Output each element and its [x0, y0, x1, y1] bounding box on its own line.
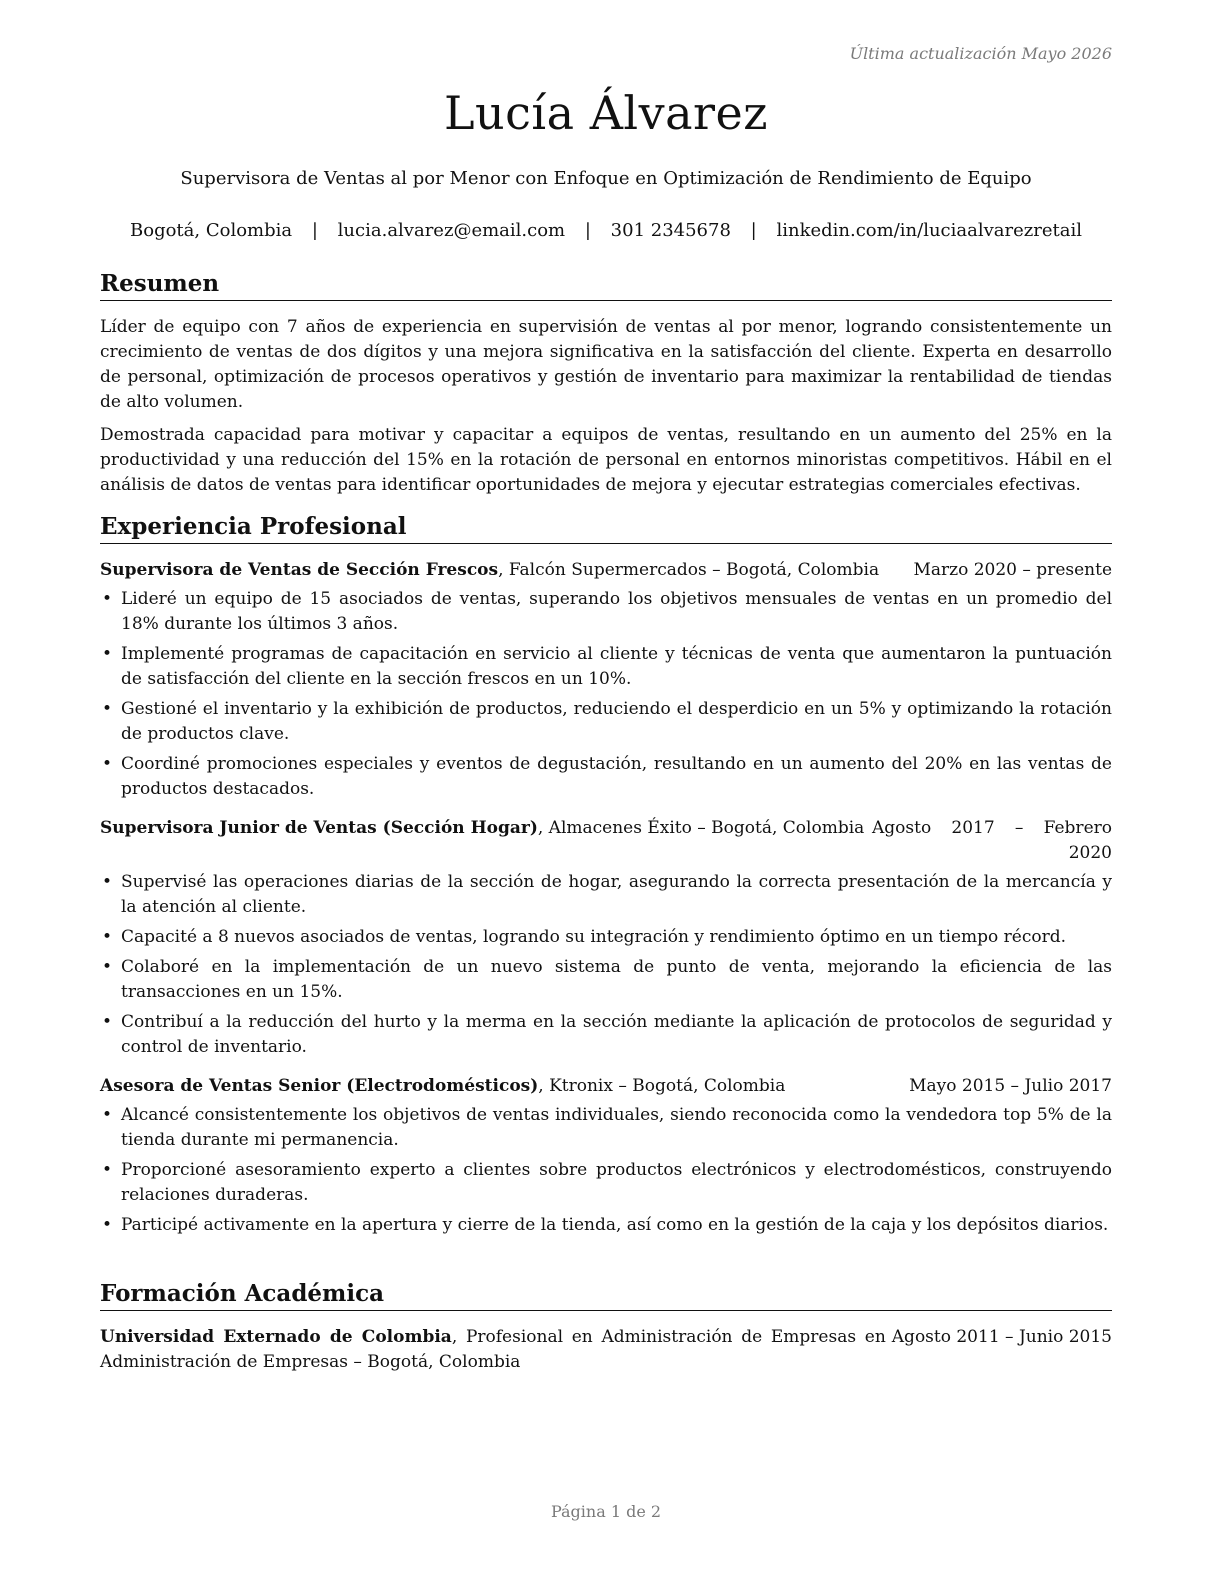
job-bullets [100, 1103, 1112, 1238]
job-company: , Almacenes Éxito – Bogotá, Colombia [537, 817, 865, 838]
contact-phone: 301 2345678 [610, 220, 731, 241]
contact-linkedin[interactable]: linkedin.com/in/luciaalvarezretail [776, 220, 1082, 241]
contact-line [100, 220, 1112, 241]
job-title-line [100, 558, 879, 583]
job-bullets [100, 870, 1112, 1060]
contact-email[interactable]: lucia.alvarez@email.com [337, 220, 566, 241]
bullet-item [100, 587, 1112, 637]
bullet-text: Proporcioné asesoramiento experto a clientes sobre productos electrónicos y electrodomésticos, construyendo relaciones duraderas. [121, 1159, 1112, 1205]
bullet-item [100, 752, 1112, 802]
job-title-line [100, 1074, 785, 1099]
bullet-text: Colaboré en la implementación de un nuevo sistema de punto de venta, mejorando la eficiencia de las transacciones en un 15%. [121, 956, 1112, 1002]
bullet-text: Implementé programas de capacitación en servicio al cliente y técnicas de venta que aumentaron la puntuación de satisfacción del cliente en la sección frescos en un 10%. [121, 643, 1112, 689]
job-company: , Ktronix – Bogotá, Colombia [538, 1075, 786, 1096]
contact-separator: | [584, 220, 591, 241]
bullet-text: Alcancé consistentemente los objetivos de ventas individuales, siendo reconocida como la vendedora top 5% de la tienda durante mi permanencia. [121, 1104, 1112, 1150]
bullet-text: Gestioné el inventario y la exhibición de productos, reduciendo el desperdicio en un 5% y optimizando la rotación de productos clave. [121, 698, 1112, 744]
bullet-text: Coordiné promociones especiales y eventos de degustación, resultando en un aumento del 20% en las ventas de productos destacados. [121, 753, 1112, 799]
experience-section [100, 513, 1112, 1252]
bullet-item [100, 955, 1112, 1005]
job-dates: Mayo 2015 – Julio 2017 [909, 1075, 1112, 1096]
education-entry [100, 1325, 1112, 1375]
bullet-icon: • [102, 926, 113, 947]
job-dates: Agosto 2017 – Febrero 2020 [872, 817, 1112, 863]
bullet-item [100, 697, 1112, 747]
job-entry [100, 816, 1112, 1060]
education-dates: Agosto 2011 – Junio 2015 [891, 1326, 1112, 1347]
bullet-text: Participé activamente en la apertura y cierre de la tienda, así como en la gestión de la caja y los depósitos diarios. [121, 1214, 1109, 1235]
job-role: Supervisora Junior de Ventas (Sección Hogar) [100, 817, 538, 838]
bullet-icon: • [102, 871, 113, 892]
education-section [100, 1280, 1112, 1375]
job-header [100, 1074, 1112, 1099]
job-title-line [100, 816, 864, 866]
bullet-item [100, 1010, 1112, 1060]
bullet-item [100, 925, 1112, 950]
bullet-icon: • [102, 1011, 113, 1032]
summary-paragraph: Demostrada capacidad para motivar y capacitar a equipos de ventas, resultando en un aumento del 25% en la productividad y una reducción del 15% en la rotación de personal en entornos minoristas competitivos. Hábil en el análisis de datos de ventas para identificar oportunidades de mejora y ejecutar estrategias comerciales efectivas. [100, 424, 1112, 495]
education-title: Formación Académica [100, 1280, 1112, 1311]
bullet-icon: • [102, 956, 113, 977]
bullet-icon: • [102, 1159, 113, 1180]
bullet-icon: • [102, 588, 113, 609]
job-company: , Falcón Supermercados – Bogotá, Colombia [498, 559, 880, 580]
job-role: Asesora de Ventas Senior (Electrodomésticos) [100, 1075, 539, 1096]
education-institution: Universidad Externado de Colombia [100, 1326, 452, 1347]
education-text [100, 1325, 892, 1375]
candidate-name: Lucía Álvarez [444, 86, 768, 140]
education-detail: , Profesional en Administración de Empresas en Administración de Empresas – Bogotá, Colombia [100, 1326, 886, 1372]
bullet-icon: • [102, 1214, 113, 1235]
bullet-item [100, 642, 1112, 692]
resume-page [100, 0, 1112, 1584]
job-entry [100, 558, 1112, 802]
job-entry [100, 1074, 1112, 1238]
experience-title: Experiencia Profesional [100, 513, 1112, 544]
bullet-icon: • [102, 753, 113, 774]
job-role: Supervisora de Ventas de Sección Frescos [100, 559, 499, 580]
bullet-text: Lideré un equipo de 15 asociados de ventas, superando los objetivos mensuales de ventas en un promedio del 18% durante los últimos 3 años. [121, 588, 1112, 634]
summary-section [100, 270, 1112, 506]
contact-separator: | [311, 220, 318, 241]
bullet-text: Supervisé las operaciones diarias de la sección de hogar, asegurando la correcta presentación de la mercancía y la atención al cliente. [121, 871, 1112, 917]
last-updated: Última actualización Mayo 2026 [849, 44, 1112, 63]
job-header [100, 816, 1112, 866]
bullet-text: Capacité a 8 nuevos asociados de ventas, logrando su integración y rendimiento óptimo en un tiempo récord. [121, 926, 1067, 947]
bullet-item [100, 1158, 1112, 1208]
contact-separator: | [750, 220, 757, 241]
job-bullets [100, 587, 1112, 802]
summary-title: Resumen [100, 270, 1112, 301]
job-header [100, 558, 1112, 583]
bullet-icon: • [102, 643, 113, 664]
bullet-item [100, 1103, 1112, 1153]
bullet-icon: • [102, 698, 113, 719]
job-dates: Marzo 2020 – presente [913, 559, 1112, 580]
bullet-item [100, 870, 1112, 920]
bullet-item [100, 1213, 1112, 1238]
bullet-text: Contribuí a la reducción del hurto y la merma en la sección mediante la aplicación de protocolos de seguridad y control de inventario. [121, 1011, 1112, 1057]
contact-location: Bogotá, Colombia [130, 220, 293, 241]
bullet-icon: • [102, 1104, 113, 1125]
headline: Supervisora de Ventas al por Menor con Enfoque en Optimización de Rendimiento de Equipo [180, 168, 1032, 189]
summary-paragraph: Líder de equipo con 7 años de experiencia en supervisión de ventas al por menor, logrando consistentemente un crecimiento de ventas de dos dígitos y una mejora significativa en la satisfacción del cliente. Experta en desarrollo de personal, optimización de procesos operativos y gestión de inventario para maximizar la rentabilidad de tiendas de alto volumen. [100, 316, 1112, 412]
page-number: Página 1 de 2 [550, 1502, 662, 1521]
